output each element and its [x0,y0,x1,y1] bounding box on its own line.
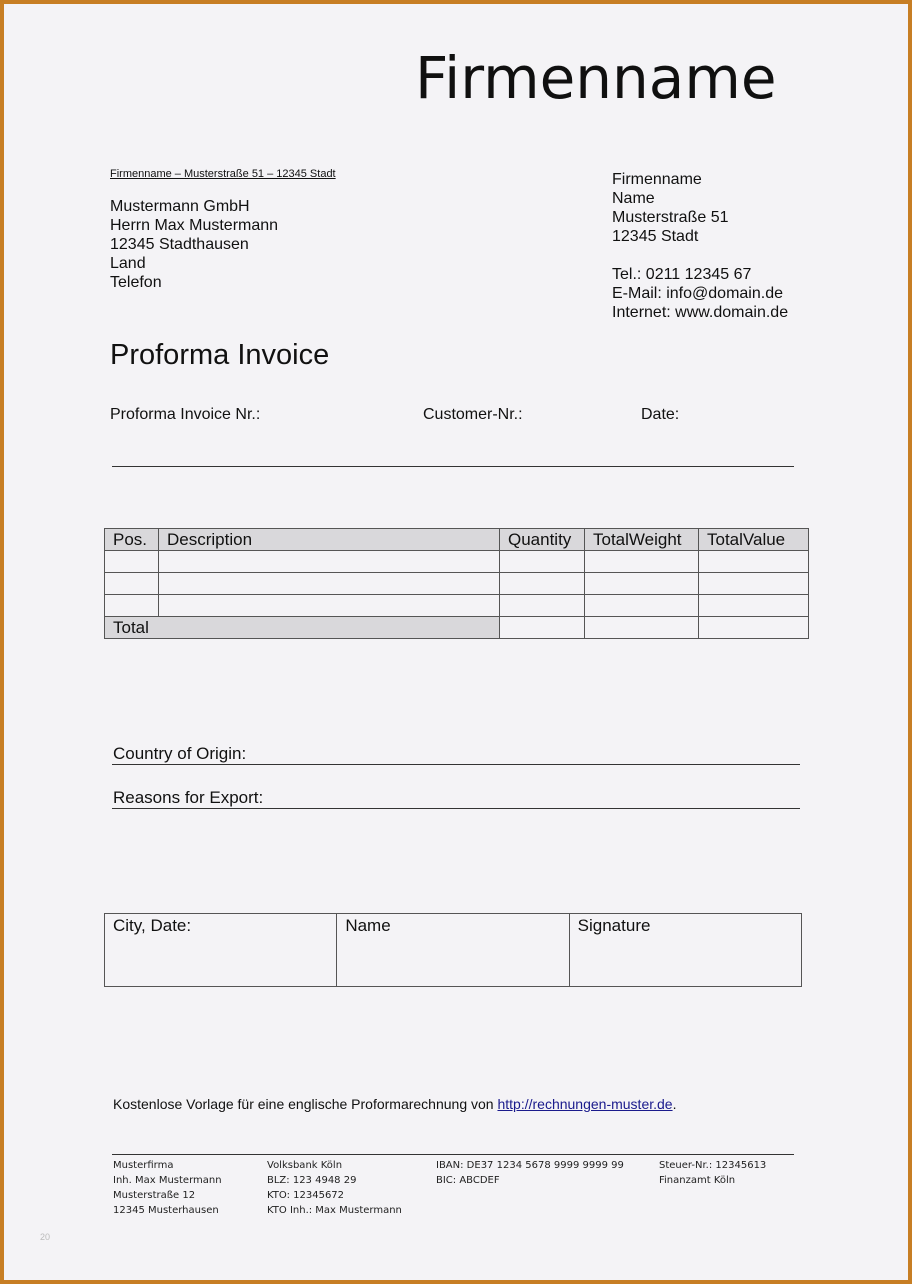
footer-iban [436,1158,624,1188]
recipient-line: Herrn Max Mustermann [110,217,279,234]
signature-cell[interactable] [569,914,801,987]
table-cell[interactable] [699,551,809,573]
footer-line: BLZ: 123 4948 29 [267,1175,357,1186]
column-header: Quantity [500,529,585,551]
customer-number-label: Customer-Nr.: [423,406,523,423]
footer-line: Volksbank Köln [267,1160,343,1171]
column-header: Pos. [105,529,159,551]
country-of-origin-label: Country of Origin: [113,744,247,763]
table-cell[interactable] [159,595,500,617]
invoice-page [4,4,908,1280]
items-table [104,528,809,639]
table-cell[interactable] [699,595,809,617]
column-header: TotalWeight [585,529,699,551]
name-cell[interactable] [337,914,569,987]
footer-tax [659,1158,766,1188]
document-title: Proforma Invoice [110,339,330,371]
company-address [612,170,728,246]
table-row [105,551,809,573]
company-contact [612,265,788,322]
total-value-cell[interactable] [699,617,809,639]
table-cell[interactable] [500,551,585,573]
signature-table [104,913,802,987]
table-row [105,573,809,595]
recipient-address [110,197,278,292]
phone: Tel.: 0211 12345 67 [612,266,752,283]
name-label: Name [345,916,391,935]
signature-label: Signature [577,916,651,935]
company-line: Name [612,190,655,207]
recipient-line: Land [110,255,146,272]
table-cell[interactable] [500,573,585,595]
footer-line: BIC: ABCDEF [436,1175,500,1186]
recipient-line: Telefon [110,274,162,291]
column-header: Description [159,529,500,551]
city-date-label: City, Date: [113,916,192,935]
total-label: Total [105,617,500,639]
total-quantity-cell[interactable] [500,617,585,639]
table-cell[interactable] [585,595,699,617]
sender-address-line: Firmenname – Musterstraße 51 – 12345 Stadt [110,168,336,180]
footer-line: Inh. Max Mustermann [113,1175,222,1186]
company-line: Musterstraße 51 [612,209,729,226]
footer-line: IBAN: DE37 1234 5678 9999 9999 99 [436,1160,624,1171]
template-note [113,1096,676,1112]
note-suffix: . [672,1096,677,1112]
table-cell[interactable] [585,551,699,573]
table-cell[interactable] [585,573,699,595]
recipient-line: 12345 Stadthausen [110,236,249,253]
table-header-row [105,529,809,551]
footer-divider [112,1154,794,1155]
table-cell[interactable] [105,573,159,595]
table-total-row [105,617,809,639]
table-cell[interactable] [699,573,809,595]
table-cell[interactable] [159,573,500,595]
reasons-for-export-label: Reasons for Export: [113,788,264,807]
table-cell[interactable] [105,595,159,617]
footer-line: KTO Inh.: Max Mustermann [267,1205,402,1216]
note-text: Kostenlose Vorlage für eine englische Proformarechnung von [113,1096,498,1112]
website: Internet: www.domain.de [612,304,789,321]
footer-company [113,1158,222,1218]
invoice-number-label: Proforma Invoice Nr.: [110,406,261,423]
total-weight-cell[interactable] [585,617,699,639]
country-of-origin-line[interactable] [112,764,800,765]
brand-title: Firmenname [415,44,777,112]
table-cell[interactable] [105,551,159,573]
table-cell[interactable] [159,551,500,573]
footer-line: Musterfirma [113,1160,174,1171]
company-line: Firmenname [612,171,702,188]
reasons-for-export-line[interactable] [112,808,800,809]
page-number: 20 [40,1232,51,1242]
footer-line: KTO: 12345672 [267,1190,345,1201]
footer-line: Steuer-Nr.: 12345613 [659,1160,767,1171]
email: E-Mail: info@domain.de [612,285,783,302]
recipient-line: Mustermann GmbH [110,198,250,215]
fields-divider [112,466,794,467]
table-row [105,595,809,617]
website-link[interactable]: http://rechnungen-muster.de [497,1096,673,1112]
table-cell[interactable] [500,595,585,617]
city-date-cell[interactable] [105,914,337,987]
footer-line: Finanzamt Köln [659,1175,736,1186]
footer-line: Musterstraße 12 [113,1190,196,1201]
date-label: Date: [641,406,680,423]
footer-bank [267,1158,402,1218]
company-line: 12345 Stadt [612,228,699,245]
column-header: TotalValue [699,529,809,551]
footer-line: 12345 Musterhausen [113,1205,219,1216]
